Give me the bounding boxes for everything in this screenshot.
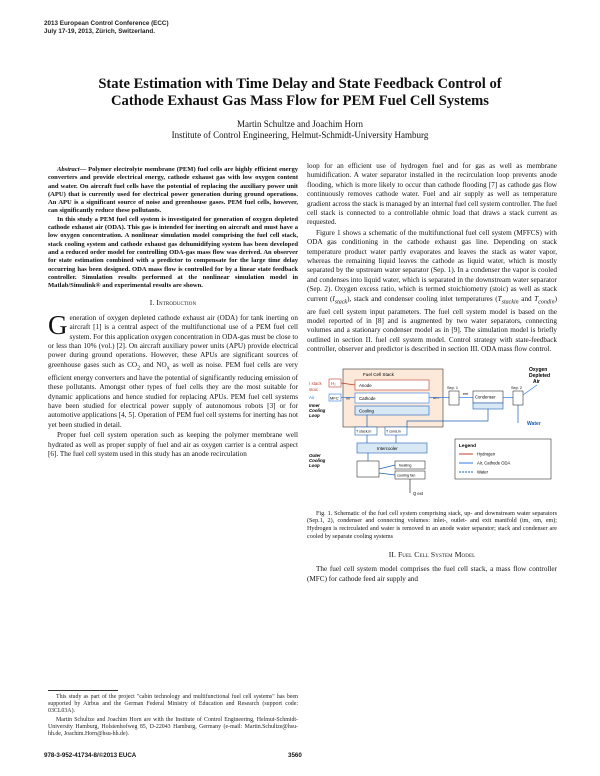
oda-label-3: Air <box>533 378 540 385</box>
fuel-cell-stack-label: Fuel Cell Stack <box>363 371 394 377</box>
right-paragraph-1: loop for an efficient use of hydrogen fuel and for gas as well as membrane humidification. A water separator installed in the recirculation loop prevents anode flooding, which is more likely to occur than cathode flooding [7] as cathode gas flow continuously removes cathode water. Fuel and air supply as well as temperature gradient across the stack is managed by an internal fuel cell system controller. The fuel cell stack is connected to a controllable ohmic load that draws a stack current as requested. <box>307 162 557 227</box>
tcond-label: T cond,in <box>386 429 401 434</box>
conference-dates: July 17-19, 2013, Zürich, Switzerland. <box>44 28 155 35</box>
figure-1-caption: Fig. 1. Schematic of the fuel cell system comprising stack, up- and downstream water separators (Sep.1, 2), condenser and connecting volumes: inlet-, outlet- and exit manifold (im, om, em); Hydrogen is recirculated and water is removed in an anode water separator; stack and condenser are cooled by separate cooling systems <box>307 510 557 540</box>
inner-loop-label-1: Inner <box>309 402 320 408</box>
stoic-label: stoic <box>309 386 319 392</box>
footnotes <box>48 690 298 741</box>
om-label: om <box>433 394 439 400</box>
abstract-label: Abstract <box>57 166 80 173</box>
outer-loop-label-2: Cooling <box>309 457 326 463</box>
abstract <box>48 166 298 290</box>
legend-hydrogen-label: Hydrogen <box>477 451 496 457</box>
footer-isbn: 978-3-952-41734-8/©2013 EUCA <box>44 752 137 759</box>
qext-label: Q ext <box>413 490 424 496</box>
oda-label-1: Oxygen <box>529 366 548 373</box>
legend-water-label: Water <box>477 469 489 475</box>
water-label: Water <box>527 420 541 427</box>
sep2-box <box>513 391 523 405</box>
authors: Martin Schultze and Joachim Horn <box>237 119 363 129</box>
figure-1 <box>307 361 557 542</box>
h2-label: H₂ <box>331 380 336 386</box>
footnote-authors: Martin Schultze and Joachim Horn are with the Institute of Control Engineering, Helmut-Schmidt-University Hamburg, Holstenhofweg 85, D-22043 Hamburg, Germany (e-mail: Martin.Schultze@hsu-hh.de, Joachim.Horn@hsu-hh.de). <box>48 717 298 738</box>
oda-outlet-line <box>523 385 537 395</box>
sep1-label: Sep. 1 <box>447 385 458 390</box>
right-paragraph-2: Figure 1 shows a schematic of the multifunctional fuel cell system (MFFCS) with ODA gas conditioning in the cathode exhaust gas line. Depending on stack temperature product water partly evaporates and leaves the stack as water vapor, whereas the remaining liquid leaves the cathode as liquid water, which is mostly separated by the upstream water separator (Sep. 1). In a condenser the vapor is cooled and condenses into liquid water, which is separated in the downstream water separator (Sep. 2). Oxygen excess ratio, which is termed stoichiometry (stoic) as well as stack current $(I_{stack})$, stack and condenser cooling inlet temperatures ($T_{stackin}$ and $T_{condin}$) are fuel cell system input parameters. The fuel cell system model is based on the model reported of in [8] and is augmented by two water separators, connecting volumes and a stationary condenser model as in [9]. The simulation model is briefly outlined in section II. fuel cell system model. Control strategy with state-feedback controller, observer and predictor is described in section III. ODA mass flow control. <box>307 228 557 354</box>
footnote-funding: This study as part of the project "cabin technology and multifunctional fuel cell systems" has been supported by Airbus and the German Federal Ministry of Education and Research (support code: 03CL03A). <box>48 694 298 715</box>
section-heading-introduction: I. Introduction <box>149 298 197 308</box>
abstract-paragraph-2: In this study a PEM fuel cell system is investigated for generation of oxygen depleted cathode exhaust air (ODA). This gas is intended for inerting on aircraft and must have a low oxygen concentration. A nonlinear simulation model comprising the fuel cell stack, stack cooling system and cathode exhaust gas dehumidifying system has been developed and a reduced order model for controlling ODA-gas mass flow was derived. An observer for state estimation combined with a predictor to compensate for the large time delay occurring has been designed. ODA mass flow is controlled for by a linear state feedback controller. Simulation results performed at the nonlinear simulation model in Matlab/Simulink® and experimental results are shown. <box>48 215 298 290</box>
em-label: em <box>463 391 469 396</box>
mfc-label: MFC <box>330 395 339 401</box>
paper-title <box>40 76 560 110</box>
intro-paragraph-1: Generation of oxygen depleted cathode exhaust air (ODA) for tank inerting on aircraft [1] is a central aspect of the multifunctional use of a PEM fuel cell system. For this application oxygen concentration in ODA-gas must be close to or less than 10% (vol.) [2]. On aircraft auxiliary power units (APU) provide electrical power during ground operations. However, these APUs are significant sources of greenhouse gases such as $CO_2$ and $NO_x$ as well as noise. PEM fuel cells are very efficient energy converters and have the potential of significantly reducing emission of these pollutants. Amongst other types of fuel cells they are the most suitable for dynamic applications and hence studied for replacing APUs. PEM fuel cell systems have been studied for electrical power supply of autonomous robots [3] or for automotive applications [4, 5]. Operation of PEM fuel cell systems for inerting has not yet been studied in detail. <box>48 309 298 429</box>
title-line-2: Cathode Exhaust Gas Mass Flow for PEM Fuel Cell Systems <box>111 93 489 109</box>
left-column <box>48 166 298 460</box>
conference-header <box>44 20 169 36</box>
condenser-cooling-box <box>473 403 503 409</box>
inner-loop-label-2: Cooling <box>309 407 326 413</box>
outer-loop-line-1 <box>379 465 395 469</box>
conference-name: 2013 European Control Conference (ECC) <box>44 20 169 27</box>
cooling-fan-label: cooling fan <box>397 473 416 478</box>
section-heading-fuel-cell-system-model: II. Fuel Cell System Model <box>388 549 476 559</box>
title-line-1: State Estimation with Time Delay and State Feedback Control of <box>98 76 502 92</box>
page-number: 3560 <box>288 752 302 759</box>
footnote-rule <box>48 690 118 691</box>
istack-label: I stack <box>309 380 322 386</box>
anode-label: Anode <box>359 382 372 388</box>
legend-air-label: Air, Cathode ODA <box>477 460 511 466</box>
affiliation: Institute of Control Engineering, Helmut-Schmidt-University Hamburg <box>171 130 429 140</box>
fuel-cell-schematic <box>307 361 557 511</box>
im-label: im <box>346 395 351 401</box>
tstack-label: T stack,in <box>356 429 372 434</box>
cooling-label: Cooling <box>359 408 374 414</box>
condenser-label: Condenser <box>475 394 496 400</box>
drop-cap: G <box>48 309 68 340</box>
outer-loop-label-1: Outer <box>309 452 321 458</box>
sep2-label: Sep. 2 <box>511 385 522 390</box>
oda-label-2: Depleted <box>529 372 551 379</box>
cathode-label: Cathode <box>359 395 376 401</box>
heating-label: heating <box>399 463 412 468</box>
right-column <box>307 162 557 585</box>
right-paragraph-3: The fuel cell system model comprises the fuel cell stack, a mass flow controller (MFC) for cathode feed air supply and <box>307 565 557 583</box>
sep1-box <box>449 391 459 405</box>
intro-paragraph-2: Proper fuel cell system operation such as keeping the polymer membrane well hydrated as well as proper supply of fuel and air as oxygen carrier is a central aspect [6]. The fuel cell system used in this study has an anode recirculation <box>48 431 298 458</box>
outer-loop-label-3: Loop <box>309 462 320 468</box>
outer-loop-box-1 <box>357 461 379 477</box>
legend-title: Legend <box>459 443 477 449</box>
abstract-paragraph-1: Abstract— Polymer electrolyte membrane (PEM) fuel cells are highly efficient energy converters and provide electrical energy, cathode exhaust gas with low oxygen content and water. On aircraft fuel cells have the potential of replacing the auxiliary power unit (APU) that is currently used for electrical power generation during ground operations. An APU is a significant source of noise and greenhouse gases. PEM fuel cells, however, can significantly reduce these pollutants. <box>48 166 298 215</box>
outer-loop-line-2 <box>379 473 395 475</box>
intercooler-label: Intercooler <box>377 445 398 451</box>
air-label: Air <box>309 394 315 400</box>
author-block <box>40 119 560 141</box>
inner-loop-label-3: Loop <box>309 412 320 418</box>
